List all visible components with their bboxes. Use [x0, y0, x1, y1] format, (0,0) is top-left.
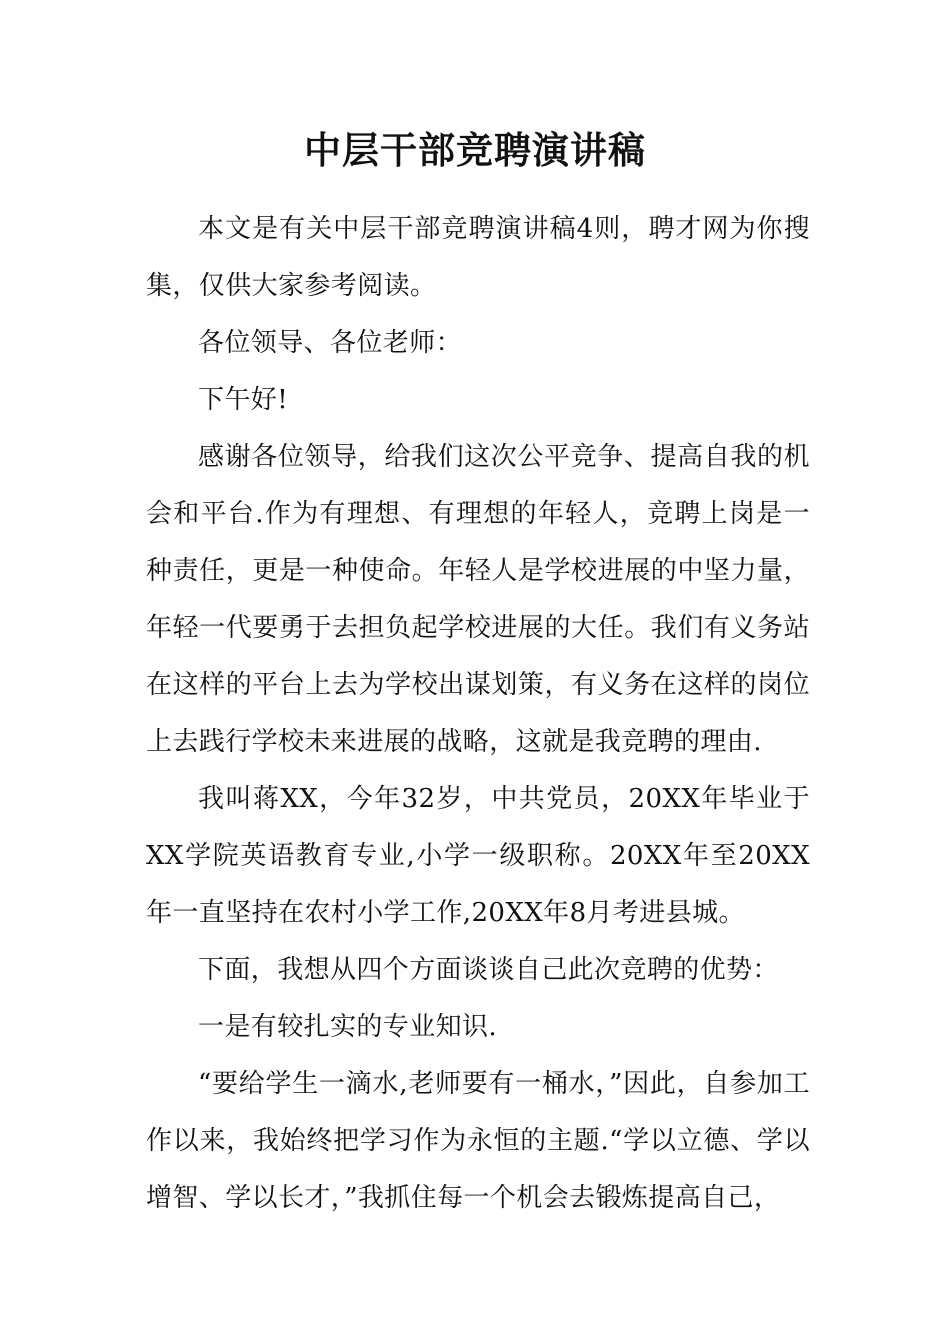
- paragraph-advantages-intro: 下面，我想从四个方面谈谈自己此次竞聘的优势：: [198, 955, 779, 985]
- paragraph-salutation: 各位领导、各位老师：: [198, 328, 463, 358]
- paragraph-quote: “要给学生一滴水,老师要有一桶水，”因此，自参加工作以来，我始终把学习作为永恒的主题.“学以立德、学以增智、学以长才，”我抓住每一个机会去锻炼提高自己，: [146, 1069, 810, 1213]
- paragraph-self-introduction: 我叫蒋XX，今年32岁，中共党员，20XX年毕业于XX学院英语教育专业,小学一级职称。20XX年至20XX年一直坚持在农村小学工作,20XX年8月考进县城。: [146, 784, 810, 928]
- paragraph-greeting: 下午好!: [198, 385, 289, 415]
- page-title: 中层干部竞聘演讲稿: [304, 128, 646, 172]
- paragraph-thanks: 感谢各位领导，给我们这次公平竞争、提高自我的机会和平台.作为有理想、有理想的年轻人，竞聘上岗是一种责任，更是一种使命。年轻人是学校进展的中坚力量，年轻一代要勇于去担负起学校进展的大任。我们有义务站在这样的平台上去为学校出谋划策，有义务在这样的岗位上去践行学校未来进展的战略，这就是我竞聘的理由.: [146, 442, 810, 757]
- document-body: [146, 201, 810, 1227]
- paragraph-point-one: 一是有较扎实的专业知识.: [198, 1012, 498, 1042]
- paragraph-intro: 本文是有关中层干部竞聘演讲稿4则，聘才网为你搜集，仅供大家参考阅读。: [146, 214, 810, 301]
